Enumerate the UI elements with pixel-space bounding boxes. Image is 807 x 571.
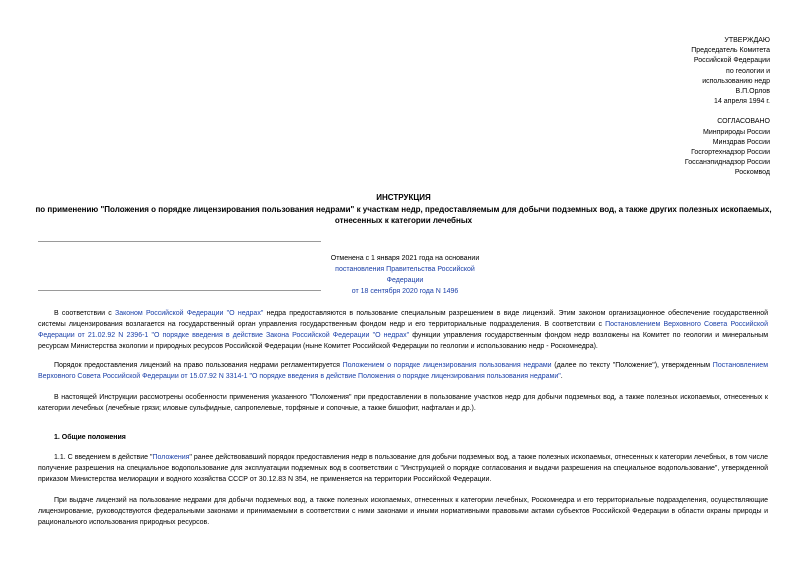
title-main: ИНСТРУКЦИЯ: [376, 193, 431, 202]
text-span: " ранее действовавший порядок предоставления недр в пользование для добычи подземных вод, а также полезных ископаемых, отнесенных к категории лечебных, в том числе получение разрешения на специальное водопользование для эксплуатации подземных вод в соответствии с "Инструкцией о порядке согласования и выдачи разрешения на специальное водопользование", утвержденной приказом Министерства мелиорации и водного хозяйства СССР от 30.12.83 N 354, не применяется на территории Российской Федерации.: [38, 454, 768, 483]
title-sub: по применению "Положения о порядке лицензирования пользования недрами" к участкам недр, предоставляемым для добычи подземных вод, а также других полезных ископаемых, отнесенных к категории лечебных: [35, 204, 772, 226]
text-span: 1.1. С введением в действие ": [54, 454, 153, 461]
section-heading: 1. Общие положения: [54, 434, 126, 441]
paragraph-scope: В настоящей Инструкции рассмотрены особенности применения указанного "Положения" при предоставлении в пользование участков недр для добычи подземных вод, а также полезных ископаемых, отнесенных к категории лечебных (лечебные грязи; иловые сульфидные, сапропелевые, торфяные и сопочные, а также бишофит, нафталан и др.).: [38, 394, 768, 412]
paragraph-1-1: [38, 453, 768, 486]
approval-line: 14 апреля 1994 г.: [714, 98, 770, 106]
law-on-subsoil-link[interactable]: Законом Российской Федерации "О недрах": [115, 310, 264, 317]
text-span: недра предоставляются в пользование специальным разрешением в виде лицензий. Этим законом организационное обеспечение государственной системы лицензирования возлагается на государственный орган управления государственным фондом недр и его территориальные подразделения. В соответствии с: [38, 310, 769, 328]
paragraph-procedure: [38, 361, 768, 383]
cancellation-note: [330, 253, 480, 297]
licensing-regulation-link[interactable]: Положением о порядке лицензирования пользования недрами: [342, 362, 552, 369]
cancellation-link-date[interactable]: от 18 сентября 2020 года N 1496: [351, 288, 459, 295]
paragraph-licensing: При выдаче лицензий на пользование недрами для добычи подземных вод, а также полезных ископаемых, отнесенных к категории лечебных, Роскомнедра и его территориальные подразделения, осуществляющие лицензирование, руководствуются федеральными законами и принимаемыми в соответствии с ними законами и иными нормативными правовыми актами субъектов Российской Федерации в области охраны природы и рационального использования природных ресурсов.: [38, 497, 768, 526]
text-span: В соответствии с: [54, 310, 116, 317]
agreement-line: Роскомвод: [734, 169, 770, 177]
text-span: Порядок предоставления лицензий на право пользования недрами регламентируется: [54, 362, 343, 369]
approval-line: В.П.Орлов: [735, 88, 770, 96]
regulation-link[interactable]: Положения: [152, 454, 190, 461]
supreme-council-resolution-link[interactable]: Постановлением Верховного Совета Российской Федерации от 21.02.92 N 2396-1 "О порядке введения в действие Закона Российской Федерации "О недрах": [38, 320, 768, 339]
cancellation-text: Отменена с 1 января 2021 года на основании: [330, 255, 480, 262]
approval-line: УТВЕРЖДАЮ: [724, 37, 770, 44]
approval-line: использованию недр: [702, 77, 770, 85]
approval-line: по геологии и: [726, 67, 770, 75]
text-span: .: [560, 372, 563, 380]
agreement-line: Госсанэпиднадзор России: [684, 159, 770, 167]
approval-block: [550, 36, 770, 179]
agreement-line: Минприроды России: [703, 128, 770, 136]
agreement-line: Минздрав России: [712, 138, 770, 146]
resolution-3314-link[interactable]: Постановлением Верховного Совета Российской Федерации от 15.07.92 N 3314-1 "О порядке введения в действие Положения о порядке лицензирования пользования недрами": [38, 362, 769, 380]
divider-top: [38, 241, 321, 242]
paragraph-intro: [38, 309, 768, 353]
cancellation-link[interactable]: постановления Правительства Российской Федерации: [335, 266, 475, 284]
divider-bottom: [38, 290, 321, 291]
approval-line: Российской Федерации: [693, 57, 770, 65]
agreement-line: Госгортехнадзор России: [691, 149, 770, 157]
text-span: (далее по тексту "Положение"), утвержденным: [551, 362, 713, 369]
approval-line: Председатель Комитета: [691, 47, 770, 55]
document-title: [30, 192, 777, 227]
text-span: функции управления государственным фондом недр возложены на Комитет по геологии и минеральным ресурсам Министерства экологии и природных ресурсов Российской Федерации (ныне Комитет Российской Федерации по геологии и использованию недр - Роскомнедра).: [38, 331, 769, 350]
agreement-line: СОГЛАСОВАНО: [717, 118, 770, 126]
